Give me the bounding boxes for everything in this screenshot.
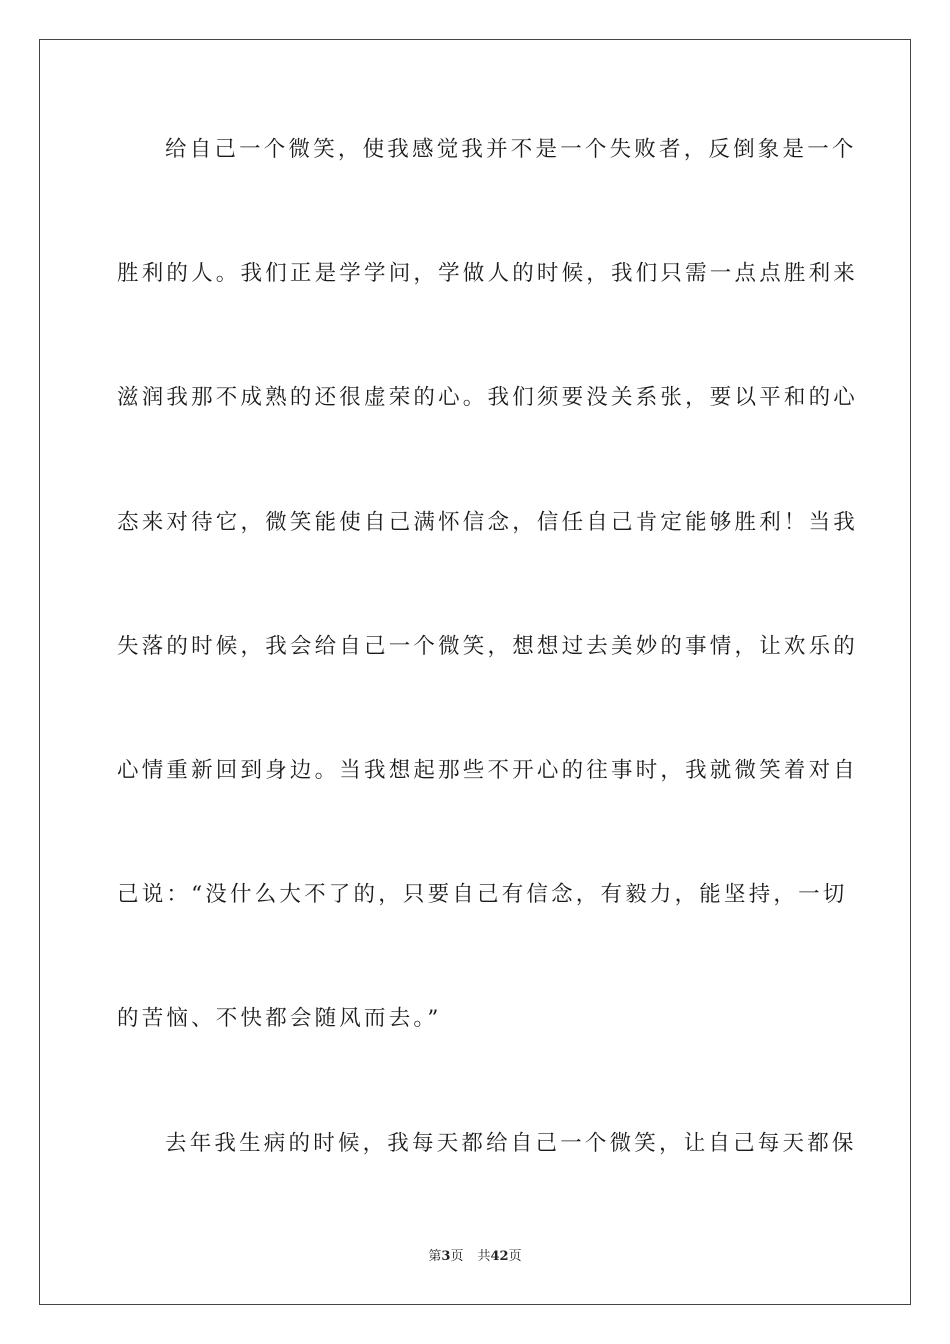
paragraph-1-line-6: 心情重新回到身边。当我想起那些不开心的往事时，我就微笑着对自 <box>117 758 859 783</box>
page-border <box>39 39 911 1305</box>
paragraph-2-line-1: 去年我生病的时候，我每天都给自己一个微笑，让自己每天都保 <box>165 1131 857 1156</box>
page-number: 3 <box>441 1249 451 1264</box>
page-prefix: 第 <box>428 1249 442 1264</box>
paragraph-1-line-1: 给自己一个微笑，使我感觉我并不是一个失败者，反倒象是一个 <box>165 137 857 162</box>
paragraph-1-line-5: 失落的时候，我会给自己一个微笑，想想过去美妙的事情，让欢乐的 <box>117 634 859 659</box>
total-prefix: 共 <box>477 1249 491 1264</box>
paragraph-1-line-8: 的苦恼、不快都会随风而去。” <box>117 1006 442 1031</box>
paragraph-1-line-2: 胜利的人。我们正是学学问，学做人的时候，我们只需一点点胜利来 <box>117 261 859 286</box>
total-pages: 42 <box>490 1249 509 1264</box>
paragraph-1-line-3: 滋润我那不成熟的还很虚荣的心。我们须要没关系张，要以平和的心 <box>117 385 859 410</box>
paragraph-1-line-7: 己说：“没什么大不了的，只要自己有信念，有毅力，能坚持，一切 <box>117 882 848 907</box>
page-footer <box>0 1248 950 1266</box>
page-suffix: 页 <box>450 1249 464 1264</box>
paragraph-1-line-4: 态来对待它，微笑能使自己满怀信念，信任自己肯定能够胜利！当我 <box>117 510 859 535</box>
total-suffix: 页 <box>508 1249 522 1264</box>
